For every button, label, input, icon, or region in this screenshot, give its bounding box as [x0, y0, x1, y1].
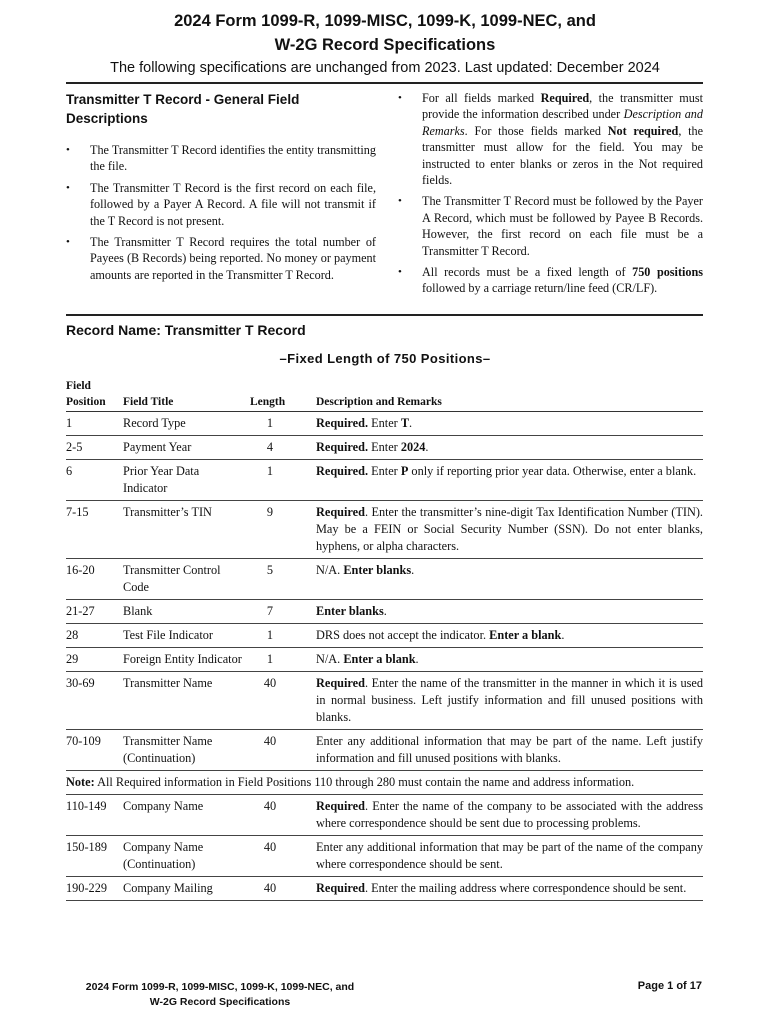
- field-length: 7: [266, 604, 274, 618]
- field-title: Company Mailing: [123, 881, 213, 895]
- field-position: 150-189: [66, 840, 107, 854]
- field-length: 5: [266, 563, 274, 577]
- field-length: 40: [263, 881, 277, 895]
- document-subtitle: The following specifications are unchanged from 2023. Last updated: December 2024: [110, 60, 660, 76]
- field-length: 40: [263, 676, 277, 690]
- bullet-item: • For all fields marked Required, the transmitter must provide the information described under Description and Remarks. For those fields marked Not required, the transmitter must allow for the field. You may be instructed to enter blanks or zeros in the Not required fields.: [398, 90, 703, 188]
- header-length: Length: [250, 396, 286, 408]
- field-description: Required. Enter 2024.: [316, 440, 429, 454]
- header-field-title: Field Title: [123, 396, 174, 408]
- field-length: 1: [266, 652, 274, 666]
- field-title: Payment Year: [123, 440, 192, 454]
- table-row: [66, 795, 703, 836]
- bullet-item: • All records must be a fixed length of 750 positions followed by a carriage return/line feed (CR/LF).: [398, 264, 703, 297]
- field-title: Transmitter’s TIN: [123, 505, 212, 519]
- table-row: [66, 877, 703, 901]
- field-position: 28: [66, 628, 79, 642]
- field-position: 30-69: [66, 676, 95, 690]
- field-title: Transmitter Name: [123, 676, 213, 690]
- field-position: 6: [66, 464, 73, 478]
- bullet-item: • The Transmitter T Record must be followed by the Payer A Record, which must be followed by Payee B Records. However, the first record on each file must be a Transmitter T Record.: [398, 193, 703, 259]
- field-position: 110-149: [66, 799, 107, 813]
- field-description: Enter any additional information that may be part of the name of the company where correspondence should be sent.: [316, 840, 703, 871]
- bullet-item: • The Transmitter T Record identifies the entity transmitting the file.: [66, 142, 376, 175]
- field-position: 190-229: [66, 881, 107, 895]
- field-position: 70-109: [66, 734, 101, 748]
- field-position: 21-27: [66, 604, 95, 618]
- table-row: [66, 672, 703, 730]
- field-description: Required. Enter the transmitter’s nine-digit Tax Identification Number (TIN). May be a FEIN or Social Security Number (SSN). Do not enter blanks, hyphens, or alpha characters.: [316, 505, 703, 553]
- document-title-line2: W-2G Record Specifications: [274, 36, 496, 54]
- table-note: Note: All Required information in Field Positions 110 through 280 must contain the name and address information.: [66, 771, 703, 795]
- field-length: 1: [266, 416, 274, 430]
- table-row: [66, 559, 703, 600]
- field-position: 29: [66, 652, 79, 666]
- field-title: Transmitter Control Code: [123, 563, 221, 594]
- footer-title: 2024 Form 1099-R, 1099-MISC, 1099-K, 1099-NEC, and W-2G Record Specifications: [85, 981, 355, 1008]
- field-title: Foreign Entity Indicator: [123, 652, 242, 666]
- field-description: Enter any additional information that may be part of the name. Left justify information and fill unused positions with blanks.: [316, 734, 703, 765]
- table-row: [66, 624, 703, 648]
- table-row: [66, 501, 703, 559]
- field-description: Required. Enter the name of the transmitter in the manner in which it is used in normal business. Left justify information and fill unused positions with blanks.: [316, 676, 703, 724]
- field-length: 4: [266, 440, 274, 454]
- field-length: 40: [263, 799, 277, 813]
- record-layout-table: [66, 378, 703, 901]
- header-description: Description and Remarks: [316, 396, 442, 408]
- table-body: [66, 412, 703, 771]
- field-title: Test File Indicator: [123, 628, 213, 642]
- field-length: 40: [263, 734, 277, 748]
- field-description: Enter blanks.: [316, 604, 387, 618]
- field-position: 7-15: [66, 505, 89, 519]
- table-header: [66, 378, 703, 412]
- field-title: Company Name: [123, 799, 204, 813]
- field-description: N/A. Enter a blank.: [316, 652, 419, 666]
- table-row: [66, 412, 703, 436]
- section-heading: Transmitter T Record - General Field Descriptions: [66, 92, 300, 126]
- field-length: 40: [263, 840, 277, 854]
- document-title: 2024 Form 1099-R, 1099-MISC, 1099-K, 1099-NEC, and: [174, 12, 596, 30]
- field-title: Prior Year Data Indicator: [123, 464, 200, 495]
- field-length: 1: [266, 464, 274, 478]
- header-divider: [66, 82, 703, 84]
- table-row: [66, 600, 703, 624]
- page-number: Page 1 of 17: [637, 980, 702, 992]
- record-name-heading: Record Name: Transmitter T Record: [66, 322, 306, 338]
- table-row: [66, 460, 703, 501]
- field-position: 16-20: [66, 563, 95, 577]
- table-body-continued: [66, 795, 703, 901]
- bullet-item: • The Transmitter T Record is the first record on each file, followed by a Payer A Record. A file will not transmit if the T Record is not present.: [66, 180, 376, 229]
- field-length: 9: [266, 505, 274, 519]
- bullet-item: • The Transmitter T Record requires the total number of Payees (B Records) being reported. No money or payment amounts are reported in the Transmitter T Record.: [66, 234, 376, 283]
- field-description: Required. Enter the name of the company to be associated with the address where correspondence should be sent due to processing problems.: [316, 799, 703, 830]
- fixed-length-label: –Fixed Length of 750 Positions–: [279, 351, 491, 366]
- field-description: DRS does not accept the indicator. Enter a blank.: [316, 628, 565, 642]
- field-title: Company Name (Continuation): [123, 840, 204, 871]
- table-row: [66, 436, 703, 460]
- field-title: Blank: [123, 604, 153, 618]
- section-divider: [66, 314, 703, 316]
- field-description: N/A. Enter blanks.: [316, 563, 415, 577]
- field-description: Required. Enter P only if reporting prior year data. Otherwise, enter a blank.: [316, 464, 697, 478]
- field-length: 1: [266, 628, 274, 642]
- table-row: [66, 648, 703, 672]
- field-title: Transmitter Name (Continuation): [123, 734, 213, 765]
- table-row: [66, 730, 703, 771]
- header-field: Field: [66, 380, 91, 392]
- general-descriptions-left: [66, 90, 376, 288]
- general-descriptions-right: [398, 90, 703, 302]
- field-position: 2-5: [66, 440, 83, 454]
- field-title: Record Type: [123, 416, 186, 430]
- field-position: 1: [66, 416, 73, 430]
- table-row: [66, 836, 703, 877]
- field-description: Required. Enter the mailing address where correspondence should be sent.: [316, 881, 687, 895]
- header-position: Position: [66, 396, 106, 408]
- field-description: Required. Enter T.: [316, 416, 413, 430]
